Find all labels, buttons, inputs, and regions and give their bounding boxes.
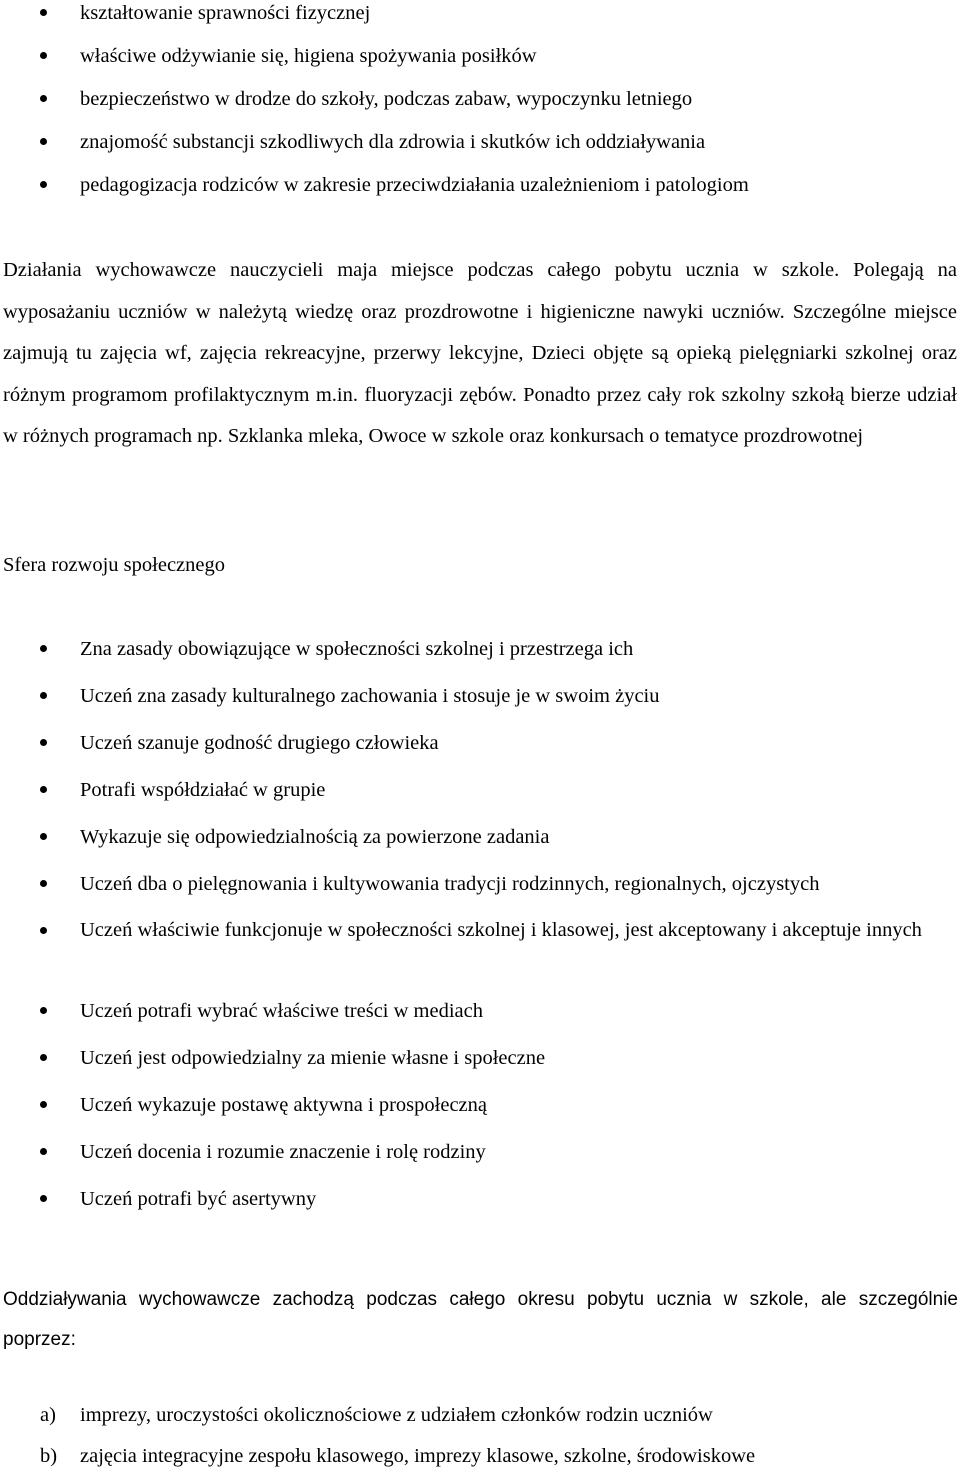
bullet-icon — [40, 739, 47, 746]
list-item — [0, 1186, 960, 1233]
bullet-icon — [40, 880, 47, 887]
educational-activities-paragraph: Działania wychowawcze nauczycieli maja miejsce podczas całego pobytu ucznia w szkole. Polegają na wyposażaniu uczniów w należytą wiedzę oraz prozdrowotne i higieniczne nawyki uczniów. Szczególne miejsce zajmują tu zajęcia wf, zajęcia rekreacyjne, przerwy lekcyjne, Dzieci objęte są opieką pielęgniarki szkolnej oraz różnym programom profilaktycznym m.in. fluoryzacji zębów. Ponadto przez cały rok szkolny szkołą bierze udział w różnych programach np. Szklanka mleka, Owoce w szkole oraz konkursach o tematyce prozdrowotnej — [3, 259, 957, 447]
list-item — [0, 129, 960, 172]
list-marker: a) — [40, 1404, 56, 1426]
bullet-icon — [40, 52, 47, 59]
list-item-text: Uczeń jest odpowiedzialny za mienie własne i społeczne — [80, 1047, 546, 1069]
list-item-text: imprezy, uroczystości okolicznościowe z udziałem członków rodzin uczniów — [80, 1404, 713, 1426]
list-item — [0, 43, 960, 86]
educational-influences-paragraph: Oddziaływania wychowawcze zachodzą podczas całego okresu pobytu ucznia w szkole, ale szczególnie poprzez: — [3, 1289, 958, 1350]
bullet-icon — [40, 1148, 47, 1155]
list-item-text: pedagogizacja rodziców w zakresie przeciwdziałania uzależnieniom i patologiom — [80, 174, 749, 196]
health-bullet-list — [0, 0, 960, 215]
bullet-icon — [40, 927, 47, 934]
bullet-icon — [40, 833, 47, 840]
list-marker: b) — [40, 1445, 58, 1467]
section-heading: Sfera rozwoju społecznego — [3, 554, 225, 576]
lettered-list-item — [0, 1402, 960, 1443]
list-item — [0, 824, 960, 871]
list-item-text: bezpieczeństwo w drodze do szkoły, podczas zabaw, wypoczynku letniego — [80, 88, 693, 110]
list-item-text: Uczeń docenia i rozumie znaczenie i rolę rodziny — [80, 1141, 486, 1163]
list-item-text: Uczeń szanuje godność drugiego człowieka — [80, 732, 439, 754]
list-item-text: Uczeń potrafi wybrać właściwe treści w mediach — [80, 1000, 483, 1022]
bullet-icon — [40, 138, 47, 145]
bullet-icon — [40, 9, 47, 16]
list-item — [0, 0, 960, 43]
social-development-bullet-list — [0, 636, 960, 1233]
list-item-text: kształtowanie sprawności fizycznej — [80, 2, 371, 24]
list-item — [0, 1139, 960, 1186]
list-item-text: Wykazuje się odpowiedzialnością za powierzone zadania — [80, 826, 550, 848]
bullet-icon — [40, 181, 47, 188]
list-item — [0, 172, 960, 215]
bullet-icon — [40, 1101, 47, 1108]
lettered-list — [0, 1402, 960, 1484]
list-item — [0, 683, 960, 730]
list-item — [0, 777, 960, 824]
list-item-text: Uczeń właściwie funkcjonuje w społeczności szkolnej i klasowej, jest akceptowany i akceptuje innych — [80, 919, 922, 941]
lettered-list-item — [0, 1443, 960, 1484]
list-item-text: Uczeń wykazuje postawę aktywna i prospołeczną — [80, 1094, 487, 1116]
list-item — [0, 636, 960, 683]
list-item-text: właściwe odżywianie się, higiena spożywania posiłków — [80, 45, 537, 67]
list-item-text: Uczeń dba o pielęgnowania i kultywowania tradycji rodzinnych, regionalnych, ojczystych — [80, 873, 820, 895]
list-item — [0, 998, 960, 1045]
list-item-text: Zna zasady obowiązujące w społeczności szkolnej i przestrzega ich — [80, 638, 634, 660]
list-item-text: Uczeń potrafi być asertywny — [80, 1188, 317, 1210]
list-item — [0, 86, 960, 129]
list-item-text: znajomość substancji szkodliwych dla zdrowia i skutków ich oddziaływania — [80, 131, 706, 153]
bullet-icon — [40, 1007, 47, 1014]
list-item — [0, 1092, 960, 1139]
bullet-icon — [40, 786, 47, 793]
bullet-icon — [40, 95, 47, 102]
list-item-text: Uczeń zna zasady kulturalnego zachowania i stosuje je w swoim życiu — [80, 685, 660, 707]
bullet-icon — [40, 1195, 47, 1202]
list-item — [0, 1045, 960, 1092]
bullet-icon — [40, 645, 47, 652]
list-item — [0, 730, 960, 777]
list-item-text: Potrafi współdziałać w grupie — [80, 779, 326, 801]
bullet-icon — [40, 692, 47, 699]
list-item — [0, 910, 960, 998]
list-item-text: zajęcia integracyjne zespołu klasowego, imprezy klasowe, szkolne, środowiskowe — [80, 1445, 756, 1467]
bullet-icon — [40, 1054, 47, 1061]
